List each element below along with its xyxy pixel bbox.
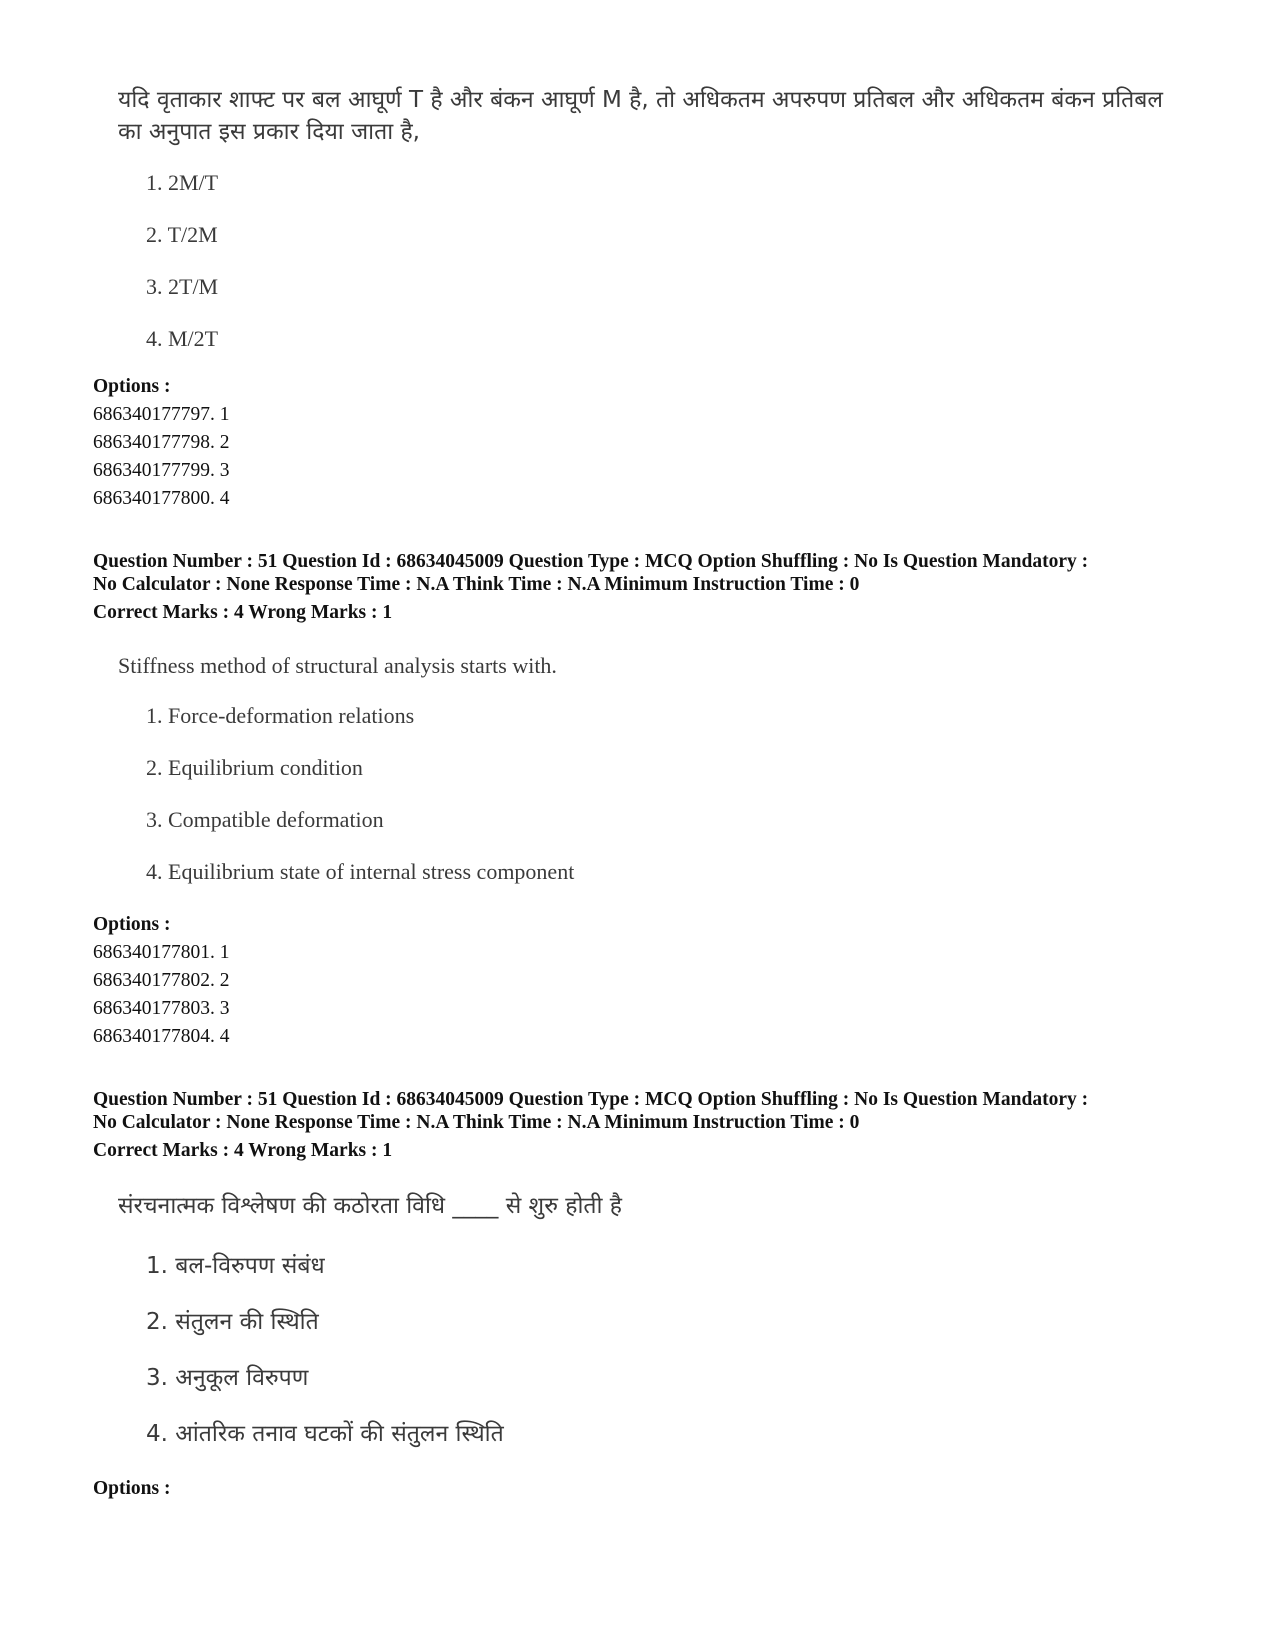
question-header-line-1: Question Number : 51 Question Id : 68634045009 Question Type : MCQ Option Shuffling : No Is Question Mandatory :	[93, 551, 1089, 572]
options-label: Options :	[93, 376, 171, 397]
marks-line: Correct Marks : 4 Wrong Marks : 1	[93, 1140, 393, 1161]
options-label: Options :	[93, 914, 171, 935]
choice-1: 1. 2M/T	[146, 170, 219, 195]
option-id: 686340177797. 1	[93, 404, 230, 425]
question-stem-hindi-stiffness: संरचनात्मक विश्लेषण की कठोरता विधि ____ से शुरु होती है	[118, 1193, 623, 1219]
question-header-line-2: No Calculator : None Response Time : N.A Think Time : N.A Minimum Instruction Time : 0	[93, 1112, 860, 1133]
choice-4: 4. Equilibrium state of internal stress component	[146, 859, 575, 884]
choice-2: 2. T/2M	[146, 222, 218, 247]
question-header-line-2: No Calculator : None Response Time : N.A Think Time : N.A Minimum Instruction Time : 0	[93, 574, 860, 595]
question-stem-english: Stiffness method of structural analysis starts with.	[118, 653, 557, 678]
option-id: 686340177799. 3	[93, 460, 230, 481]
option-id: 686340177802. 2	[93, 970, 230, 991]
choice-1: 1. बल-विरुपण संबंध	[146, 1253, 325, 1279]
choice-2: 2. संतुलन की स्थिति	[146, 1309, 319, 1335]
choice-4: 4. आंतरिक तनाव घटकों की संतुलन स्थिति	[146, 1421, 504, 1447]
option-id: 686340177803. 3	[93, 998, 230, 1019]
choice-2: 2. Equilibrium condition	[146, 755, 363, 780]
choice-4: 4. M/2T	[146, 326, 219, 351]
choice-3: 3. अनुकूल विरुपण	[146, 1365, 309, 1391]
option-id: 686340177801. 1	[93, 942, 230, 963]
choice-1: 1. Force-deformation relations	[146, 703, 415, 728]
option-id: 686340177800. 4	[93, 488, 230, 509]
option-id: 686340177804. 4	[93, 1026, 230, 1047]
choice-3: 3. Compatible deformation	[146, 807, 384, 832]
question-header-line-1: Question Number : 51 Question Id : 68634045009 Question Type : MCQ Option Shuffling : No Is Question Mandatory :	[93, 1089, 1089, 1110]
choice-3: 3. 2T/M	[146, 274, 219, 299]
marks-line: Correct Marks : 4 Wrong Marks : 1	[93, 602, 393, 623]
option-id: 686340177798. 2	[93, 432, 230, 453]
options-label: Options :	[93, 1478, 171, 1499]
question-stem-hindi-torque: यदि वृताकार शाफ्ट पर बल आघूर्ण T है और बंकन आघूर्ण M है, तो अधिकतम अपरुपण प्रतिबल और अधिकतम बंकन प्रतिबल का अनुपात इस प्रकार दिया जाता है,	[118, 87, 1164, 145]
